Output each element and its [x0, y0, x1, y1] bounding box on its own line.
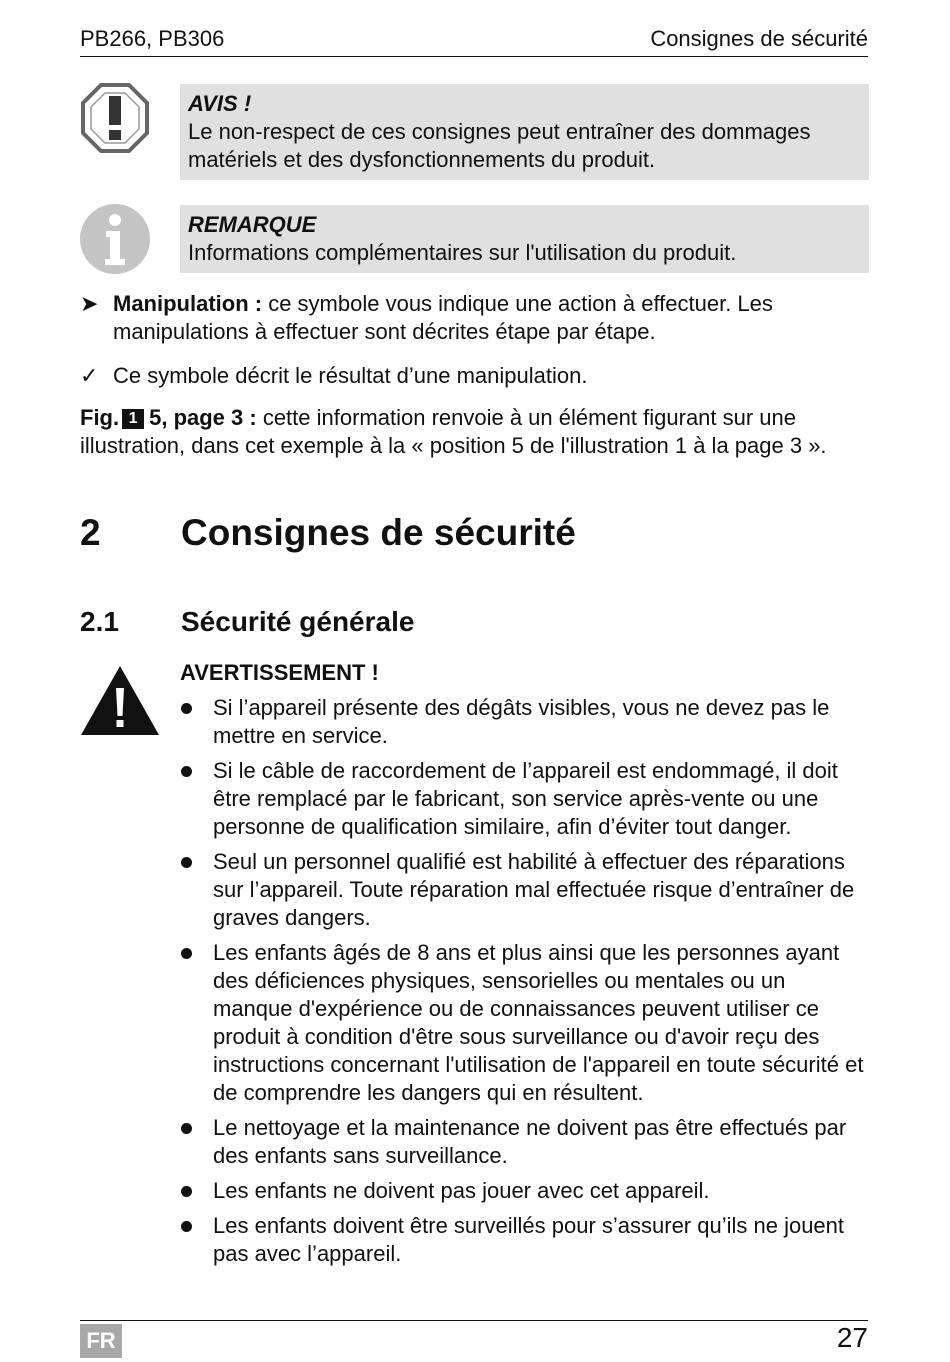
figure-number-badge: 1	[122, 409, 144, 429]
info-icon	[80, 204, 150, 279]
section-number: 2	[80, 512, 101, 553]
warning-list	[180, 694, 870, 1275]
manipulation-text: ce symbole vous indique une action à effectuer. Les manipulations à effectuer sont décrites étape par étape.	[113, 291, 773, 344]
remarque-title: REMARQUE	[188, 212, 317, 237]
bullet-icon	[181, 766, 192, 777]
list-item: Les enfants âgés de 8 ans et plus ainsi que les personnes ayant des déficiences physiques, sensorielles ou mentales ou un manque d'expérience ou de connaissances peuvent utiliser ce produit à condition d'être sous surveillance ou d'avoir reçu des instructions concernant l'utilisation de l'appareil en toute sécurité et de comprendre les dangers qui en résultent.	[180, 939, 870, 1107]
list-item: Le nettoyage et la maintenance ne doivent pas être effectués par des enfants sans surveillance.	[180, 1114, 870, 1170]
list-item: Les enfants ne doivent pas jouer avec cet appareil.	[180, 1177, 870, 1205]
avis-text: Le non-respect de ces consignes peut entraîner des dommages matériels et des dysfonctionnements du produit.	[188, 119, 811, 172]
avis-notice	[180, 84, 869, 180]
list-item: Seul un personnel qualifié est habilité à effectuer des réparations sur l’appareil. Toute réparation mal effectuée risque d’entraîner de graves dangers.	[180, 848, 870, 932]
fig-ref: 5, page 3 :	[149, 405, 257, 430]
list-item: Si l’appareil présente des dégâts visibles, vous ne devez pas le mettre en service.	[180, 694, 870, 750]
header-section: Consignes de sécurité	[650, 26, 868, 51]
figure-reference-paragraph	[80, 404, 870, 460]
warning-title: AVERTISSEMENT !	[180, 660, 379, 685]
fig-label: Fig.	[80, 405, 120, 430]
bullet-icon	[181, 948, 192, 959]
header-model: PB266, PB306	[80, 26, 225, 51]
bullet-icon	[181, 1123, 192, 1134]
subsection-number: 2.1	[80, 606, 119, 637]
bullet-icon	[181, 857, 192, 868]
result-text: Ce symbole décrit le résultat d’une manipulation.	[113, 363, 588, 388]
avis-title: AVIS !	[188, 91, 252, 116]
checkmark-icon: ✓	[80, 363, 99, 388]
remarque-notice	[180, 205, 869, 273]
list-item: Les enfants doivent être surveillés pour s’assurer qu’ils ne jouent pas avec l’appareil.	[180, 1212, 870, 1268]
page-number: 27	[836, 1322, 868, 1353]
bullet-icon	[181, 1221, 192, 1232]
manipulation-label: Manipulation :	[113, 291, 263, 316]
language-badge: FR	[80, 1324, 122, 1358]
remarque-text: Informations complémentaires sur l'utilisation du produit.	[188, 240, 737, 265]
result-paragraph	[80, 362, 870, 390]
bullet-icon	[181, 703, 192, 714]
figref-text: cette information renvoie à un élément figurant sur une illustration, dans cet exemple à la « position 5 de l'illustration 1 à la page 3 ».	[80, 405, 827, 458]
page-header	[80, 24, 868, 57]
footer-divider	[80, 1320, 868, 1321]
manipulation-paragraph	[80, 290, 870, 346]
exclamation-octagon-icon	[80, 82, 150, 159]
bullet-icon	[181, 1186, 192, 1197]
section-title: Consignes de sécurité	[181, 512, 576, 553]
subsection-title: Sécurité générale	[181, 606, 415, 637]
arrow-icon: ➤	[80, 291, 99, 316]
warning-triangle-icon	[80, 664, 160, 741]
list-item: Si le câble de raccordement de l’appareil est endommagé, il doit être remplacé par le fabricant, son service après-vente ou une personne de qualification similaire, afin d’éviter tout danger.	[180, 757, 870, 841]
